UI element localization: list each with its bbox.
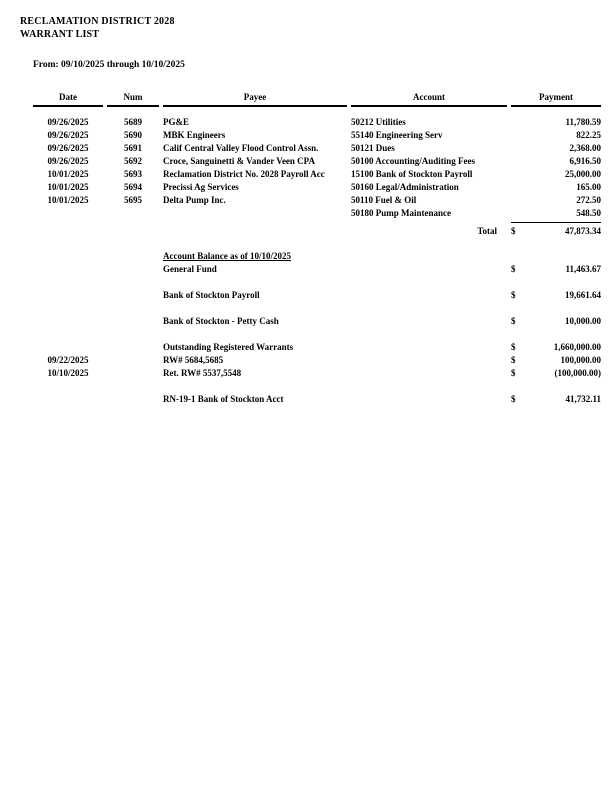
currency-symbol: $: [511, 290, 516, 300]
table-row: [33, 207, 601, 220]
cell-date: 09/26/2025: [47, 143, 89, 153]
column-header-payee: Payee: [163, 91, 347, 107]
cell-num: 5695: [124, 195, 142, 205]
currency-symbol: $: [511, 368, 516, 378]
cell-date: 10/01/2025: [47, 182, 89, 192]
cell-num: 5692: [124, 156, 142, 166]
balance-row: [33, 315, 601, 328]
cell-payee: [163, 207, 347, 220]
cell-num: 5693: [124, 169, 142, 179]
column-header-account: Account: [351, 91, 507, 107]
report-title: RECLAMATION DISTRICT 2028: [20, 16, 175, 27]
cell-date: 10/01/2025: [47, 195, 89, 205]
warrant-table: [33, 91, 601, 238]
balance-amount: 11,463.67: [565, 264, 601, 274]
report-header: [20, 15, 601, 41]
balance-row: [33, 393, 601, 406]
cell-account: 50160 Legal/Administration: [351, 182, 459, 192]
balance-payment: [511, 315, 601, 328]
balance-amount: 41,732.11: [565, 394, 601, 404]
balance-payment: [511, 354, 601, 367]
balance-row: [33, 263, 601, 276]
table-row: [33, 155, 601, 168]
warrant-table-header: [33, 91, 601, 107]
cell-num: 5689: [124, 117, 142, 127]
balance-payment: [511, 263, 601, 276]
total-row: [33, 225, 601, 238]
currency-symbol: $: [511, 226, 516, 236]
currency-symbol: $: [511, 316, 516, 326]
cell-account: 55140 Engineering Serv: [351, 130, 443, 140]
table-row: [33, 181, 601, 194]
balance-amount: 100,000.00: [560, 355, 601, 365]
subtotal-rule: [511, 222, 601, 224]
cell-payee: Calif Central Valley Flood Control Assn.: [163, 143, 319, 153]
balance-payment: [511, 289, 601, 302]
column-header-payment: Payment: [511, 91, 601, 107]
cell-account: 15100 Bank of Stockton Payroll: [351, 169, 473, 179]
table-row: [33, 129, 601, 142]
balance-amount: (100,000.00): [554, 368, 601, 378]
total-amount: 47,873.34: [565, 226, 601, 236]
cell-payee: Croce, Sanguinetti & Vander Veen CPA: [163, 156, 316, 166]
cell-account: 50110 Fuel & Oil: [351, 195, 417, 205]
currency-symbol: $: [511, 342, 516, 352]
cell-account: 50212 Utilities: [351, 117, 406, 127]
balance-label: Bank of Stockton - Petty Cash: [163, 316, 279, 326]
balance-row: [33, 367, 601, 380]
currency-symbol: $: [511, 264, 516, 274]
cell-payment: 822.25: [576, 130, 601, 140]
balance-payment: [511, 341, 601, 354]
table-row: [33, 194, 601, 207]
balance-date: [33, 341, 103, 354]
currency-symbol: $: [511, 394, 516, 404]
cell-payment: 165.00: [576, 182, 601, 192]
balance-row: [33, 354, 601, 367]
table-row: [33, 116, 601, 129]
cell-date: 09/26/2025: [47, 117, 89, 127]
cell-payee: Precissi Ag Services: [163, 182, 239, 192]
cell-num: 5694: [124, 182, 142, 192]
currency-symbol: $: [511, 355, 516, 365]
cell-payee: Delta Pump Inc.: [163, 195, 226, 205]
balance-date: [33, 289, 103, 302]
cell-num: [107, 207, 159, 220]
balance-amount: 10,000.00: [565, 316, 601, 326]
balance-label: Ret. RW# 5537,5548: [163, 368, 242, 378]
cell-num: 5691: [124, 143, 142, 153]
cell-account: 50121 Dues: [351, 143, 395, 153]
cell-payment: 2,368.00: [569, 143, 601, 153]
balance-label: Outstanding Registered Warrants: [163, 342, 294, 352]
cell-date: 09/26/2025: [47, 130, 89, 140]
balance-payment: [511, 367, 601, 380]
balance-row: [33, 289, 601, 302]
balance-date: [33, 315, 103, 328]
balance-row: [33, 341, 601, 354]
report-subtitle: WARRANT LIST: [20, 29, 100, 40]
cell-payment: 11,780.59: [565, 117, 601, 127]
balance-label: General Fund: [163, 264, 217, 274]
balance-payment: [511, 393, 601, 406]
balances-heading: Account Balance as of 10/10/2025: [163, 251, 291, 261]
cell-date: 10/01/2025: [47, 169, 89, 179]
balances-heading-row: [33, 250, 601, 263]
table-row: [33, 168, 601, 181]
balances-section: [33, 250, 601, 406]
cell-date: [33, 207, 103, 220]
date-range: From: 09/10/2025 through 10/10/2025: [33, 60, 185, 70]
table-row: [33, 142, 601, 155]
warrant-table-body: [33, 116, 601, 220]
balance-date: 09/22/2025: [47, 355, 89, 365]
balance-date: [33, 393, 103, 406]
column-header-date: Date: [33, 91, 103, 107]
cell-account: 50180 Pump Maintenance: [351, 208, 451, 218]
balance-label: RW# 5684,5685: [163, 355, 224, 365]
cell-payment: 272.50: [576, 195, 601, 205]
cell-num: 5690: [124, 130, 142, 140]
cell-date: 09/26/2025: [47, 156, 89, 166]
cell-payee: MBK Engineers: [163, 130, 226, 140]
balance-amount: 1,660,000.00: [553, 342, 601, 352]
cell-payment: 548.50: [576, 208, 601, 218]
cell-payment: 25,000.00: [565, 169, 601, 179]
subtotal-rule-row: [33, 220, 601, 224]
balance-label: Bank of Stockton Payroll: [163, 290, 260, 300]
balance-label: RN-19-1 Bank of Stockton Acct: [163, 394, 284, 404]
total-payment: [511, 225, 601, 238]
balance-amount: 19,661.64: [565, 290, 601, 300]
cell-payee: Reclamation District No. 2028 Payroll Acc: [163, 169, 325, 179]
column-header-num: Num: [107, 91, 159, 107]
balance-date: 10/10/2025: [47, 368, 89, 378]
balance-date: [33, 263, 103, 276]
cell-payment: 6,916.50: [569, 156, 601, 166]
cell-account: 50100 Accounting/Auditing Fees: [351, 156, 476, 166]
cell-payee: PG&E: [163, 117, 189, 127]
total-label: Total: [477, 226, 497, 236]
